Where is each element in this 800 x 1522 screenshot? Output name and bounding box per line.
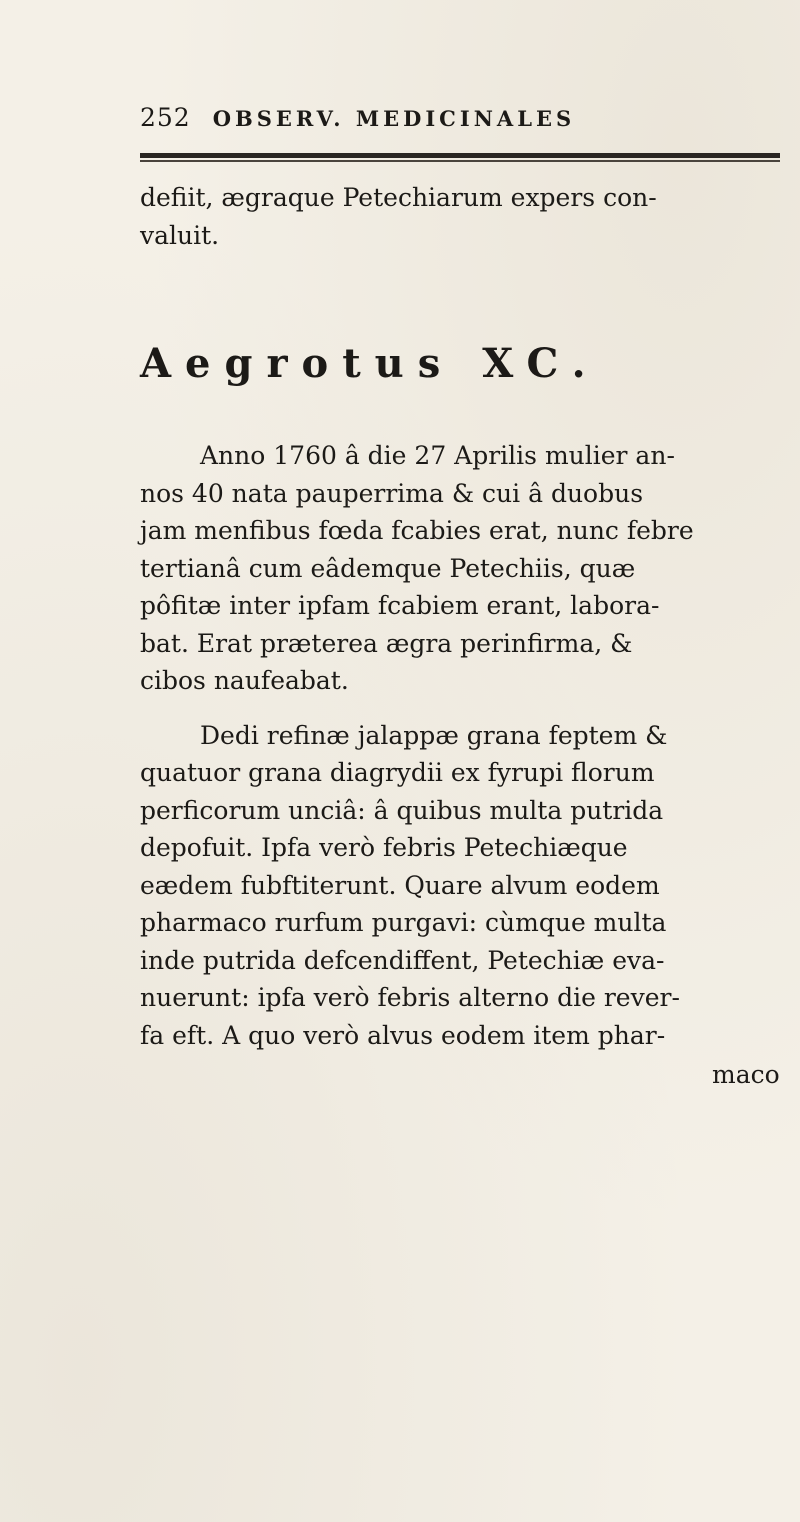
running-title: OBSERV. MEDICINALES [212, 106, 576, 131]
text-line: pôfitæ inter ipfam fcabiem erant, labora- [140, 591, 660, 620]
text-line: Anno 1760 â die 27 Aprilis mulier an- [200, 441, 675, 470]
text-line: quatuor grana diagrydii ex fyrupi florum [140, 758, 655, 787]
text-line: pharmaco rurfum purgavi: cùmque multa [140, 908, 667, 937]
text-line: depofuit. Ipfa verò febris Petechiæque [140, 833, 628, 862]
text-line: valuit. [140, 221, 220, 250]
text-line: perficorum unciâ: â quibus multa putrida [140, 796, 664, 825]
text-line: eædem fubftiterunt. Quare alvum eodem [140, 871, 660, 900]
text-line: inde putrida defcendiffent, Petechiæ eva- [140, 946, 665, 975]
text-line: fa eft. A quo verò alvus eodem item phar- [140, 1021, 666, 1050]
running-head [140, 103, 680, 132]
text-line: Dedi refinæ jalappæ grana feptem & [200, 721, 668, 750]
text-line: cibos naufeabat. [140, 666, 349, 695]
header-rule [140, 153, 780, 158]
section-heading: Aegrotus XC. [140, 340, 600, 387]
header-rule-thin [140, 160, 780, 162]
text-line: jam menfibus fœda fcabies erat, nunc febre [140, 516, 694, 545]
text-line: nuerunt: ipfa verò febris alterno die rever- [140, 983, 680, 1012]
text-line: tertianâ cum eâdemque Petechiis, quæ [140, 554, 636, 583]
text-line: defiit, ægraque Petechiarum expers con- [140, 183, 657, 212]
text-line: bat. Erat præterea ægra perinfirma, & [140, 629, 633, 658]
text-line: nos 40 nata pauperrima & cui â duobus [140, 479, 644, 508]
page-number: 252 [140, 103, 191, 132]
catchword: maco [712, 1060, 780, 1089]
